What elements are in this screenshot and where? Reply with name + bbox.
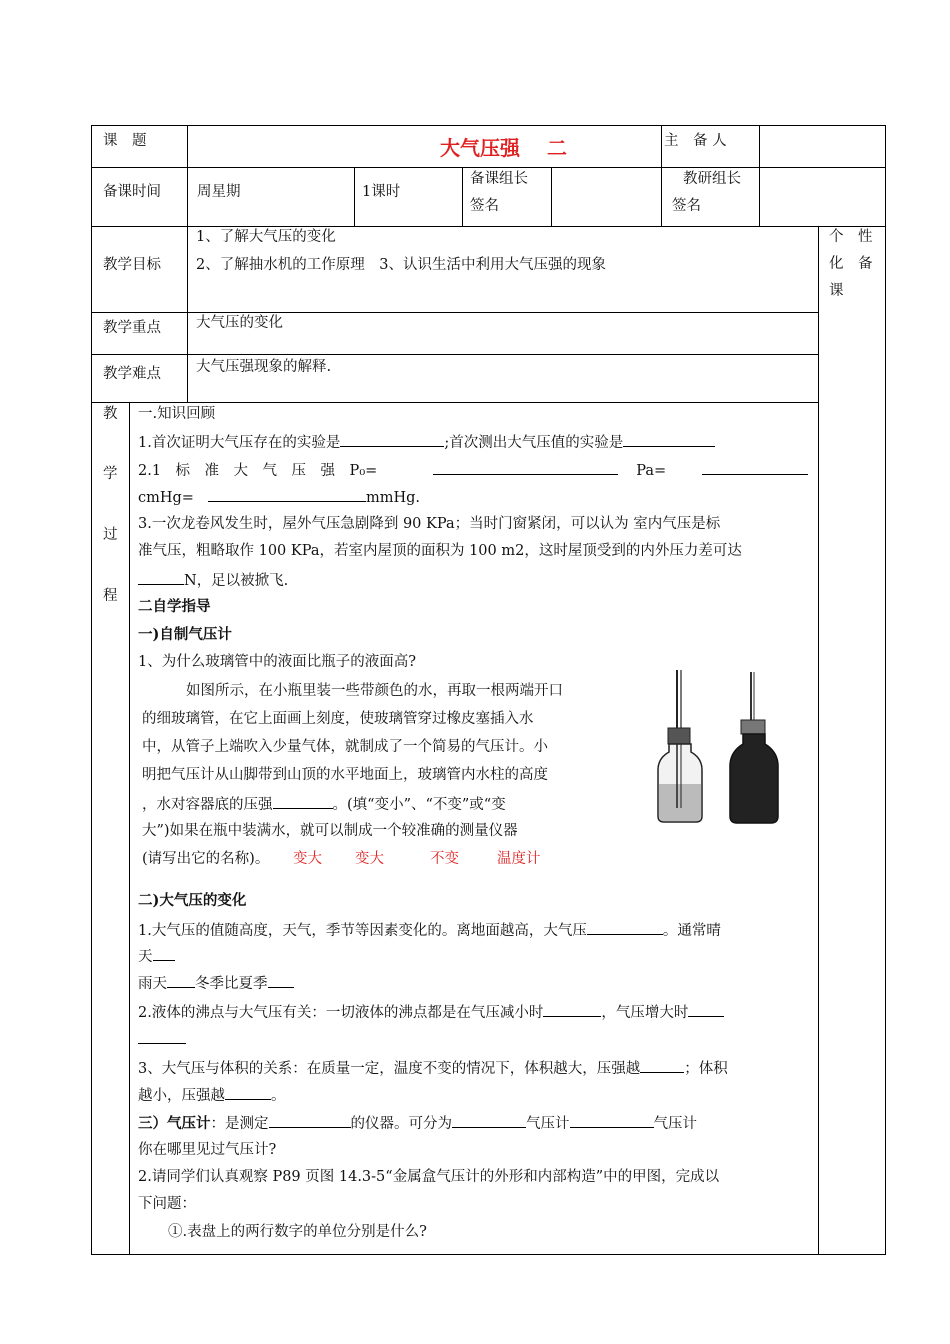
b1-line-2: 天: [138, 948, 175, 965]
section-3-2-line-1: 2.请同学们认真观察 P89 页图 14.3-5“金属盒气压计的外形和内部构造”中的甲图，完成以: [138, 1169, 720, 1185]
question-3-line-3: N，足以被掀飞.: [138, 572, 288, 589]
section-2-title: 二自学指导: [138, 598, 211, 615]
process-label-char: 教: [103, 406, 118, 422]
answer-3: 不变: [430, 851, 459, 867]
barometer-bottles-image: [650, 668, 790, 828]
b1-line-1: 1.大气压的值随高度，天气，季节等因素变化的。离地面越高，大气压 。通常晴: [138, 923, 721, 939]
personal-prep-2: 化 备: [829, 256, 873, 272]
answer-4: 温度计: [497, 851, 541, 867]
subject-label: 课 题: [103, 133, 147, 149]
section-2b-title: 二)大气压的变化: [138, 892, 247, 909]
key-label: 教学重点: [103, 320, 161, 336]
clear-bottle-icon: [658, 670, 702, 822]
section-2a-question: 1、为什么玻璃管中的液面比瓶子的液面高?: [138, 654, 416, 670]
section-3-2-line-2: 下问题：: [138, 1196, 196, 1212]
question-2-line-2: cmHg= mmHg.: [138, 490, 420, 506]
b3-line-1: 3、大气压与体积的关系：在质量一定，温度不变的情况下，体积越大，压强越 ；体积: [138, 1061, 728, 1077]
section-3-question: 你在哪里见过气压计?: [138, 1142, 277, 1158]
question-1: 1.首次证明大气压存在的实验是 ;首次测出大气压值的实验是: [138, 434, 715, 451]
paragraph-line-5: ，水对容器底的压强 。(填“变小”、“不变”或“变: [142, 797, 506, 813]
section-2a-title: 一)自制气压计: [138, 626, 232, 643]
key-text: 大气压的变化: [196, 315, 283, 331]
b2-line-1: 2.液体的沸点与大气压有关：一切液体的沸点都是在气压减小时 ，气压增大时: [138, 1004, 724, 1021]
paragraph-line-6: 大”)如果在瓶中装满水，就可以制成一个较准确的测量仪器: [142, 823, 518, 839]
process-label-char: 过: [103, 527, 118, 543]
difficulty-text: 大气压强现象的解释.: [196, 359, 332, 375]
group-leader-sign: 签名: [470, 198, 499, 214]
goal-line-1: 1、了解大气压的变化: [196, 229, 336, 245]
paragraph-line-2: 的细玻璃管，在它上面画上刻度，使玻璃管穿过橡皮塞插入水: [142, 711, 534, 727]
paragraph-line-4: 明把气压计从山脚带到山顶的水平地面上，玻璃管内水柱的高度: [142, 767, 548, 783]
personal-prep-3: 课: [829, 283, 844, 299]
page-title: 大气压强 二: [440, 136, 567, 160]
time-label: 备课时间: [103, 184, 161, 200]
group-leader-label: 备课组长: [470, 171, 528, 187]
question-2-line-1: 2.1 标 准 大 气 压 强 P₀= Pa=: [138, 462, 808, 479]
hours-label: 1课时: [362, 184, 401, 200]
section-3-line: 三）气压计：是测定 的仪器。可分为 气压计 气压计: [138, 1115, 697, 1132]
goals-label: 教学目标: [103, 257, 161, 273]
preparer-label: 主 备 人: [664, 133, 727, 149]
research-leader-label: 教研组长: [683, 171, 741, 187]
process-label-char: 学: [103, 466, 118, 482]
question-3-line-1: 3.一次龙卷风发生时，屋外气压急剧降到 90 KPa；当时门窗紧闭，可以认为 室内气压是标: [138, 516, 721, 532]
research-leader-sign: 签名: [672, 198, 701, 214]
b1-line-3: 雨天 冬季比夏季: [138, 975, 294, 992]
section-3-2-question-1: ①.表盘上的两行数字的单位分别是什么?: [168, 1224, 427, 1240]
answer-1: 变大: [293, 851, 322, 867]
question-3-line-2: 准气压，粗略取作 100 KPa，若室内屋顶的面积为 100 m2，这时屋顶受到的内外压力差可达: [138, 543, 742, 559]
personal-prep-1: 个 性: [829, 229, 873, 245]
paragraph-line-1: 如图所示，在小瓶里装一些带颜色的水，再取一根两端开口: [186, 683, 563, 699]
section-3-title: 三）气压计: [138, 1115, 211, 1132]
goal-line-2: 2、了解抽水机的工作原理 3、认识生活中利用大气压强的现象: [196, 257, 606, 273]
b2-line-2: [138, 1031, 186, 1048]
answer-2: 变大: [355, 851, 384, 867]
week-label: 周星期: [197, 184, 241, 200]
section-1-title: 一.知识回顾: [138, 406, 216, 422]
paragraph-line-3: 中，从管子上端吹入少量气体，就制成了一个简易的气压计。小: [142, 739, 548, 755]
paragraph-line-7: (请写出它的名称)。: [142, 851, 270, 867]
difficulty-label: 教学难点: [103, 366, 161, 382]
b3-line-2: 越小，压强越 。: [138, 1088, 286, 1104]
process-label-char: 程: [103, 588, 118, 604]
dark-bottle-icon: [730, 672, 778, 823]
